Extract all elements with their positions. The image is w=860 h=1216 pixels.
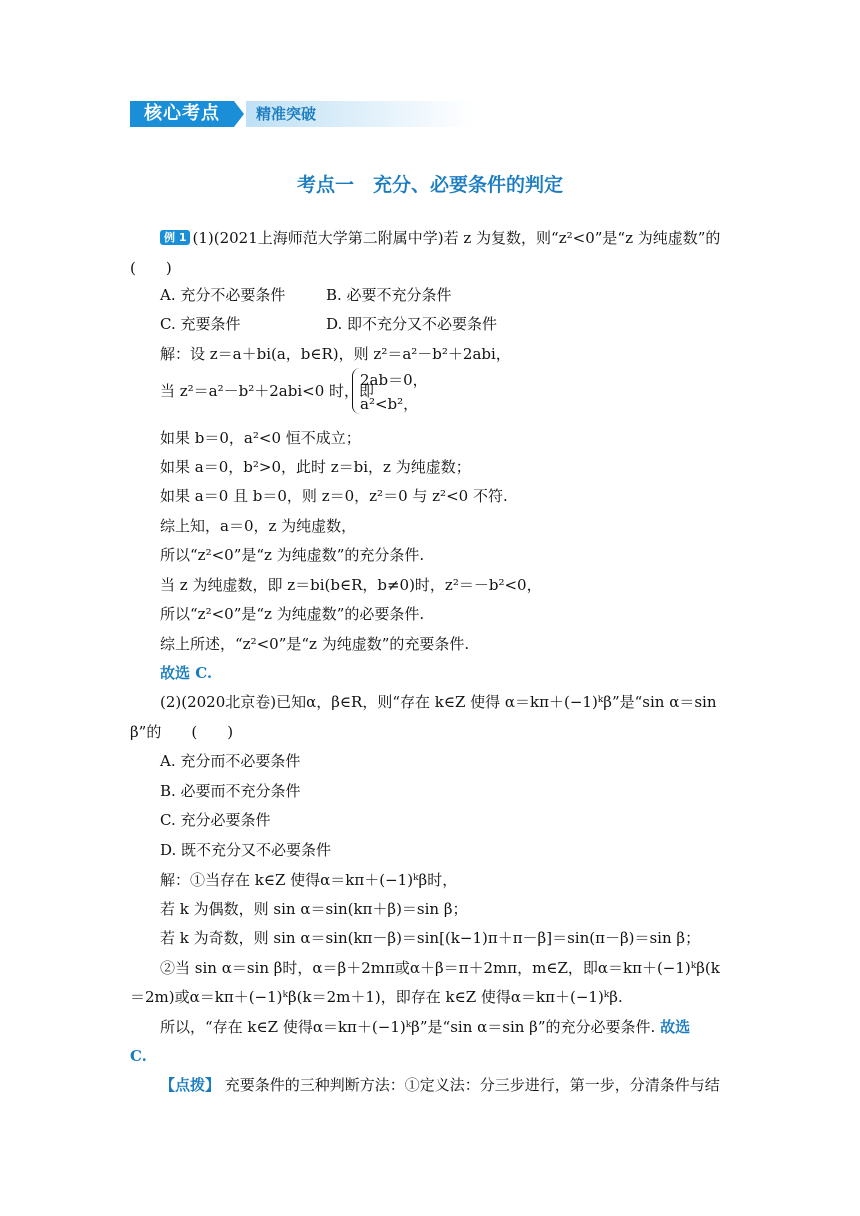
solution-2-line-6 [160, 1017, 690, 1037]
option-a: A. 充分不必要条件 [160, 286, 286, 304]
solution-1-answer: 故选 C. [160, 664, 213, 682]
question-1-line-1 [160, 228, 720, 248]
question-2-line-1: (2)(2020北京卷)已知α，β∈R，则“存在 k∈Z 使得 α＝kπ＋(−1)ᵏβ”是“sin α＝sin [160, 693, 717, 711]
question-2-line-2: β”的 ( ) [130, 723, 234, 741]
option-d: D. 即不充分又不必要条件 [326, 315, 498, 333]
question-2-option-a: A. 充分而不必要条件 [160, 752, 301, 770]
question-1-line-2: ( ) [130, 259, 172, 277]
tip-line [160, 1075, 720, 1095]
section-banner [130, 101, 475, 127]
solution-1-line-8: 当 z 为纯虚数，即 z＝bi(b∈R，b≠0)时，z²＝－b²<0， [160, 576, 542, 594]
solution-2-conclusion: 所以，“存在 k∈Z 使得α＝kπ＋(−1)ᵏβ”是“sin α＝sin β”的充分必要条件. [160, 1018, 656, 1036]
solution-2-line-3: 若 k 为奇数，则 sin α＝sin(kπ－β)＝sin[(k−1)π＋π－β]＝sin(π－β)＝sin β； [160, 929, 701, 947]
solution-2-line-4: ②当 sin α＝sin β时，α＝β＋2mπ或α＋β＝π＋2mπ，m∈Z，即α＝kπ＋(−1)ᵏβ(k [160, 959, 720, 977]
solution-2-line-5: ＝2m)或α＝kπ＋(−1)ᵏβ(k＝2m＋1)，即存在 k∈Z 使得α＝kπ＋(−1)ᵏβ. [130, 988, 623, 1006]
banner-subtitle: 精准突破 [246, 101, 475, 127]
question-2-option-b: B. 必要而不充分条件 [160, 782, 301, 800]
example-label: 例 1 [160, 230, 190, 245]
solution-2-line-1: 解：①当存在 k∈Z 使得α＝kπ＋(−1)ᵏβ时， [160, 871, 458, 889]
equation-system-line-2: a²<b²， [360, 395, 419, 413]
banner-arrow-icon [234, 101, 244, 127]
tip-label: 【点拨】 [160, 1076, 221, 1094]
solution-1-line-5: 如果 a＝0 且 b＝0，则 z＝0，z²＝0 与 z²<0 不符. [160, 487, 508, 505]
section-heading: 考点一 充分、必要条件的判定 [296, 174, 563, 196]
solution-1-line-3: 如果 b＝0，a²<0 恒不成立； [160, 429, 361, 447]
solution-1-line-4: 如果 a＝0，b²>0，此时 z＝bi，z 为纯虚数； [160, 458, 471, 476]
solution-2-line-2: 若 k 为偶数，则 sin α＝sin(kπ＋β)＝sin β； [160, 900, 468, 918]
option-b: B. 必要不充分条件 [326, 286, 452, 304]
solution-1-line-9: 所以“z²<0”是“z 为纯虚数”的必要条件. [160, 605, 425, 623]
solution-1-line-2: 当 z²＝a²－b²＋2abi<0 时，即 [160, 382, 375, 400]
solution-1-line-1: 解：设 z＝a＋bi(a，b∈R)，则 z²＝a²－b²＋2abi， [160, 345, 511, 363]
question-1-text: (1)(2021上海师范大学第二附属中学)若 z 为复数，则“z²<0”是“z 为纯虚数”的 [192, 229, 721, 247]
tip-text: 充要条件的三种判断方法：①定义法：分三步进行，第一步，分清条件与结 [224, 1076, 720, 1094]
solution-2-answer: C. [130, 1047, 147, 1065]
solution-1-line-6: 综上知，a＝0，z 为纯虚数， [160, 517, 357, 535]
question-2-option-c: C. 充分必要条件 [160, 811, 271, 829]
question-2-option-d: D. 既不充分又不必要条件 [160, 841, 332, 859]
solution-1-line-7: 所以“z²<0”是“z 为纯虚数”的充分条件. [160, 546, 425, 564]
equation-system-line-1: 2ab＝0， [360, 371, 428, 389]
solution-1-line-10: 综上所述，“z²<0”是“z 为纯虚数”的充要条件. [160, 635, 470, 653]
solution-2-answer-prefix: 故选 [660, 1018, 691, 1036]
banner-title: 核心考点 [130, 101, 234, 127]
option-c: C. 充要条件 [160, 315, 241, 333]
